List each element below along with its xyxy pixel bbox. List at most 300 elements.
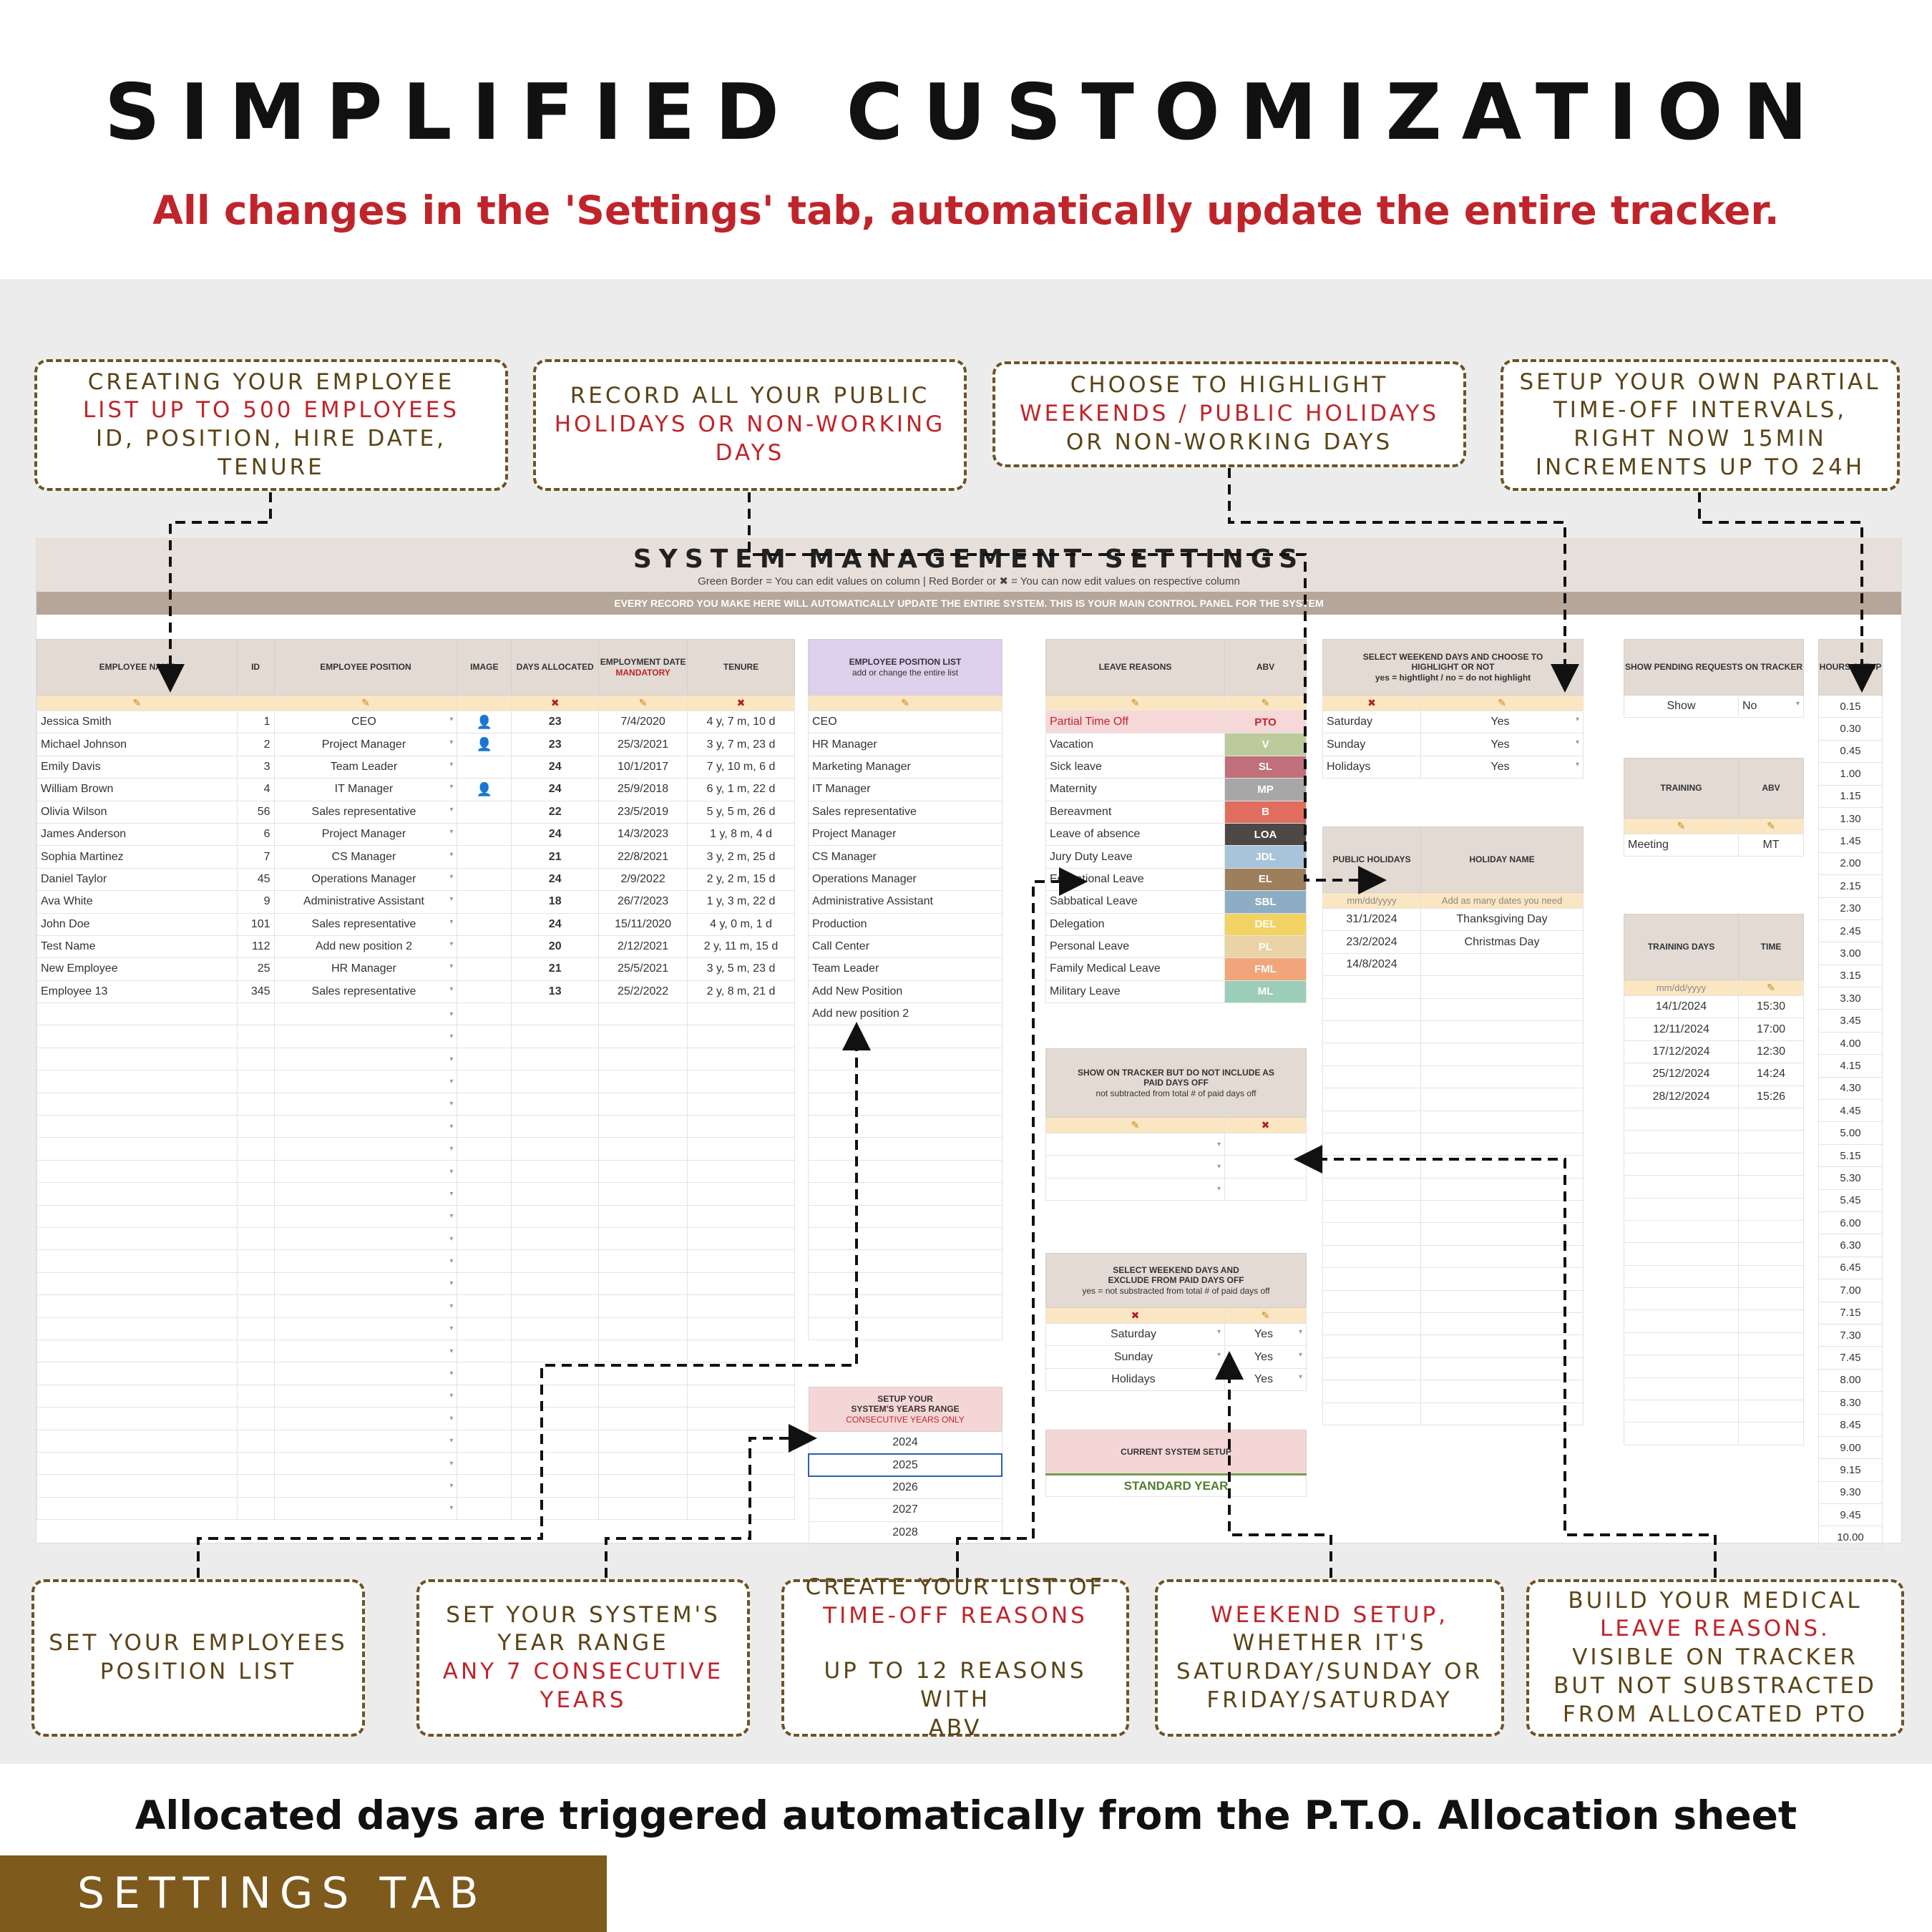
empty-cell[interactable] bbox=[37, 1452, 238, 1474]
empty-cell[interactable] bbox=[274, 1362, 457, 1385]
position-list-item[interactable]: Call Center bbox=[809, 935, 1002, 957]
empty-cell[interactable] bbox=[688, 1003, 795, 1025]
empty-cell[interactable] bbox=[599, 1205, 688, 1227]
empty-cell[interactable] bbox=[1421, 1402, 1584, 1425]
employee-name-cell[interactable]: Jessica Smith bbox=[37, 711, 238, 733]
empty-cell[interactable] bbox=[599, 1452, 688, 1474]
empty-cell[interactable] bbox=[512, 1452, 599, 1474]
empty-cell[interactable] bbox=[688, 1497, 795, 1519]
employee-row[interactable] bbox=[37, 711, 795, 733]
position-row[interactable] bbox=[809, 756, 1002, 778]
empty-cell[interactable] bbox=[274, 1205, 457, 1227]
hours-cell[interactable]: 2.30 bbox=[1819, 897, 1883, 919]
empty-cell[interactable] bbox=[274, 1407, 457, 1430]
employee-id-cell[interactable]: 4 bbox=[237, 779, 274, 801]
leave-row[interactable] bbox=[1046, 756, 1307, 778]
empty-cell[interactable] bbox=[512, 1160, 599, 1182]
hours-row[interactable] bbox=[1819, 1414, 1883, 1436]
hours-cell[interactable]: 9.45 bbox=[1819, 1504, 1883, 1526]
empty-cell[interactable] bbox=[1323, 1156, 1421, 1178]
hours-row[interactable] bbox=[1819, 740, 1883, 762]
training-day-row[interactable] bbox=[1624, 1198, 1804, 1220]
dropdown-icon[interactable]: ▾ bbox=[449, 1010, 454, 1018]
empty-cell[interactable] bbox=[1624, 1355, 1739, 1377]
leave-row[interactable] bbox=[1046, 846, 1307, 868]
empty-cell[interactable] bbox=[688, 1116, 795, 1138]
empty-cell[interactable] bbox=[809, 1272, 1002, 1294]
leave-row[interactable] bbox=[1046, 868, 1307, 890]
empty-cell[interactable] bbox=[237, 1205, 274, 1227]
empty-cell[interactable] bbox=[1421, 1065, 1584, 1088]
employee-id-cell[interactable]: 7 bbox=[237, 846, 274, 868]
dropdown-icon[interactable]: ▾ bbox=[449, 872, 454, 881]
empty-cell[interactable] bbox=[512, 1070, 599, 1093]
year-cell[interactable]: 2025 bbox=[809, 1454, 1002, 1476]
empty-cell[interactable] bbox=[688, 1093, 795, 1115]
empty-cell[interactable] bbox=[457, 1272, 512, 1294]
hours-cell[interactable]: 0.15 bbox=[1819, 696, 1883, 718]
position-row[interactable] bbox=[809, 1003, 1002, 1025]
holiday-row[interactable] bbox=[1323, 1313, 1584, 1335]
hours-row[interactable] bbox=[1819, 1055, 1883, 1077]
dropdown-icon[interactable]: ▾ bbox=[449, 1459, 454, 1468]
position-row[interactable] bbox=[809, 823, 1002, 845]
hours-cell[interactable]: 3.15 bbox=[1819, 965, 1883, 987]
year-cell[interactable]: 2028 bbox=[809, 1521, 1002, 1543]
holiday-row[interactable] bbox=[1323, 909, 1584, 931]
employee-id-cell[interactable]: 2 bbox=[237, 733, 274, 756]
empty-cell[interactable] bbox=[37, 1025, 238, 1048]
empty-cell[interactable] bbox=[274, 1003, 457, 1025]
hours-row[interactable] bbox=[1819, 1144, 1883, 1166]
employee-row[interactable] bbox=[37, 1116, 795, 1138]
empty-cell[interactable] bbox=[688, 1025, 795, 1048]
empty-cell[interactable] bbox=[809, 1317, 1002, 1340]
empty-cell[interactable] bbox=[37, 1227, 238, 1249]
empty-cell[interactable] bbox=[237, 1385, 274, 1407]
empty-cell[interactable] bbox=[1421, 1380, 1584, 1402]
empty-cell[interactable] bbox=[1323, 1245, 1421, 1267]
empty-cell[interactable] bbox=[688, 1250, 795, 1272]
training-day-row[interactable] bbox=[1624, 996, 1804, 1018]
position-list-item[interactable]: CEO bbox=[809, 711, 1002, 733]
empty-cell[interactable] bbox=[237, 1340, 274, 1362]
medical-row[interactable] bbox=[1046, 1133, 1307, 1156]
hours-cell[interactable]: 5.00 bbox=[1819, 1122, 1883, 1144]
highlight-value-cell[interactable] bbox=[1421, 756, 1584, 778]
leave-row[interactable] bbox=[1046, 823, 1307, 845]
empty-cell[interactable] bbox=[274, 1160, 457, 1182]
leave-name-cell[interactable]: Maternity bbox=[1046, 779, 1225, 801]
leave-name-cell[interactable]: Sick leave bbox=[1046, 756, 1225, 778]
empty-cell[interactable] bbox=[1323, 1402, 1421, 1425]
holiday-row[interactable] bbox=[1323, 1178, 1584, 1200]
hours-cell[interactable]: 6.30 bbox=[1819, 1234, 1883, 1257]
dropdown-icon[interactable]: ▾ bbox=[1795, 700, 1800, 708]
empty-cell[interactable] bbox=[457, 1003, 512, 1025]
dropdown-icon[interactable]: ▾ bbox=[449, 985, 454, 993]
empty-cell[interactable] bbox=[512, 1093, 599, 1115]
dropdown-icon[interactable]: ▾ bbox=[449, 1212, 454, 1221]
hours-row[interactable] bbox=[1819, 1302, 1883, 1324]
hours-cell[interactable]: 1.30 bbox=[1819, 807, 1883, 829]
empty-cell[interactable] bbox=[1624, 1423, 1739, 1445]
training-day-row[interactable] bbox=[1624, 1423, 1804, 1445]
empty-cell[interactable] bbox=[1739, 1355, 1804, 1377]
employee-row[interactable] bbox=[37, 1452, 795, 1474]
empty-cell[interactable] bbox=[1624, 1108, 1739, 1130]
holiday-row[interactable] bbox=[1323, 1402, 1584, 1425]
position-row[interactable] bbox=[809, 1295, 1002, 1317]
hours-cell[interactable]: 4.00 bbox=[1819, 1032, 1883, 1054]
empty-cell[interactable] bbox=[457, 1475, 512, 1497]
pending-value[interactable] bbox=[1739, 696, 1804, 718]
training-day-row[interactable] bbox=[1624, 1355, 1804, 1377]
empty-cell[interactable] bbox=[1421, 1245, 1584, 1267]
empty-cell[interactable] bbox=[37, 1138, 238, 1160]
empty-cell[interactable] bbox=[809, 1205, 1002, 1227]
empty-cell[interactable] bbox=[274, 1295, 457, 1317]
leave-row[interactable] bbox=[1046, 958, 1307, 980]
empty-cell[interactable] bbox=[809, 1070, 1002, 1093]
empty-cell[interactable] bbox=[512, 1003, 599, 1025]
hours-row[interactable] bbox=[1819, 1122, 1883, 1144]
dropdown-icon[interactable]: ▾ bbox=[1216, 1140, 1221, 1148]
empty-cell[interactable] bbox=[599, 1048, 688, 1070]
position-list-item[interactable]: Operations Manager bbox=[809, 868, 1002, 890]
training-day-row[interactable] bbox=[1624, 1131, 1804, 1153]
empty-cell[interactable] bbox=[599, 1160, 688, 1182]
empty-cell[interactable] bbox=[237, 1093, 274, 1115]
hours-row[interactable] bbox=[1819, 875, 1883, 897]
employee-position-cell[interactable] bbox=[274, 801, 457, 823]
empty-cell[interactable] bbox=[1624, 1243, 1739, 1265]
empty-cell[interactable] bbox=[37, 1272, 238, 1294]
employee-row[interactable] bbox=[37, 1430, 795, 1452]
empty-cell[interactable] bbox=[237, 1070, 274, 1093]
empty-cell[interactable] bbox=[37, 1385, 238, 1407]
empty-cell[interactable] bbox=[274, 1116, 457, 1138]
holiday-row[interactable] bbox=[1323, 1268, 1584, 1290]
dropdown-icon[interactable]: ▾ bbox=[1216, 1185, 1221, 1194]
empty-cell[interactable] bbox=[1624, 1377, 1739, 1400]
empty-cell[interactable] bbox=[457, 1250, 512, 1272]
holiday-row[interactable] bbox=[1323, 953, 1584, 975]
empty-cell[interactable] bbox=[688, 1183, 795, 1205]
dropdown-icon[interactable]: ▾ bbox=[449, 1370, 454, 1378]
leave-abv-cell[interactable]: ML bbox=[1225, 980, 1307, 1002]
empty-cell[interactable] bbox=[809, 1025, 1002, 1048]
position-row[interactable] bbox=[809, 868, 1002, 890]
employee-position-cell[interactable] bbox=[274, 711, 457, 733]
dropdown-icon[interactable]: ▾ bbox=[449, 1055, 454, 1063]
hours-cell[interactable]: 4.30 bbox=[1819, 1077, 1883, 1099]
employee-row[interactable] bbox=[37, 1362, 795, 1385]
empty-cell[interactable] bbox=[1624, 1400, 1739, 1423]
leave-abv-cell[interactable]: FML bbox=[1225, 958, 1307, 980]
holiday-row[interactable] bbox=[1323, 1335, 1584, 1357]
hours-row[interactable] bbox=[1819, 1347, 1883, 1369]
holiday-row[interactable] bbox=[1323, 1043, 1584, 1065]
leave-name-cell[interactable]: Military Leave bbox=[1046, 980, 1225, 1002]
empty-cell[interactable] bbox=[1421, 1020, 1584, 1043]
hours-cell[interactable]: 6.00 bbox=[1819, 1211, 1883, 1234]
holiday-name-cell[interactable]: Thanksgiving Day bbox=[1421, 909, 1584, 931]
position-row[interactable] bbox=[809, 1093, 1002, 1115]
employee-id-cell[interactable]: 6 bbox=[237, 823, 274, 845]
training-time-cell[interactable]: 15:26 bbox=[1739, 1085, 1804, 1108]
training-day-row[interactable] bbox=[1624, 1377, 1804, 1400]
empty-cell[interactable] bbox=[512, 1340, 599, 1362]
dropdown-icon[interactable]: ▾ bbox=[1298, 1350, 1302, 1359]
training-day-row[interactable] bbox=[1624, 1310, 1804, 1332]
position-row[interactable] bbox=[809, 913, 1002, 935]
hours-cell[interactable]: 5.45 bbox=[1819, 1189, 1883, 1211]
employment-date-cell[interactable]: 25/5/2021 bbox=[599, 958, 688, 980]
hours-row[interactable] bbox=[1819, 1392, 1883, 1414]
empty-cell[interactable] bbox=[457, 1093, 512, 1115]
training-day-row[interactable] bbox=[1624, 1108, 1804, 1130]
employee-row[interactable] bbox=[37, 1160, 795, 1182]
dropdown-icon[interactable]: ▾ bbox=[449, 1302, 454, 1310]
holiday-row[interactable] bbox=[1323, 1380, 1584, 1402]
employee-position-cell[interactable] bbox=[274, 846, 457, 868]
employee-row[interactable] bbox=[37, 1093, 795, 1115]
employment-date-cell[interactable]: 26/7/2023 bbox=[599, 891, 688, 913]
hours-cell[interactable]: 6.45 bbox=[1819, 1257, 1883, 1279]
hours-row[interactable] bbox=[1819, 1459, 1883, 1481]
leave-row[interactable] bbox=[1046, 891, 1307, 913]
empty-cell[interactable] bbox=[1323, 1043, 1421, 1065]
empty-cell[interactable] bbox=[237, 1317, 274, 1340]
hours-row[interactable] bbox=[1819, 696, 1883, 718]
dropdown-icon[interactable]: ▾ bbox=[1216, 1163, 1221, 1171]
hours-row[interactable] bbox=[1819, 1010, 1883, 1032]
weekend-exclude-row[interactable] bbox=[1046, 1324, 1307, 1346]
leave-name-cell[interactable]: Jury Duty Leave bbox=[1046, 846, 1225, 868]
holiday-row[interactable] bbox=[1323, 1290, 1584, 1312]
empty-cell[interactable] bbox=[688, 1385, 795, 1407]
empty-cell[interactable] bbox=[274, 1317, 457, 1340]
employee-row[interactable] bbox=[37, 1340, 795, 1362]
position-list-item[interactable]: Production bbox=[809, 913, 1002, 935]
empty-cell[interactable] bbox=[1421, 1313, 1584, 1335]
weekend-value-cell[interactable] bbox=[1225, 1368, 1307, 1390]
employee-id-cell[interactable]: 101 bbox=[237, 913, 274, 935]
dropdown-icon[interactable]: ▾ bbox=[1575, 738, 1579, 746]
employee-row[interactable] bbox=[37, 1205, 795, 1227]
empty-cell[interactable] bbox=[809, 1138, 1002, 1160]
training-date-cell[interactable]: 12/11/2024 bbox=[1624, 1018, 1739, 1040]
empty-cell[interactable] bbox=[1624, 1310, 1739, 1332]
hours-row[interactable] bbox=[1819, 897, 1883, 919]
empty-cell[interactable] bbox=[37, 1093, 238, 1115]
employment-date-cell[interactable]: 2/12/2021 bbox=[599, 935, 688, 957]
holiday-row[interactable] bbox=[1323, 1133, 1584, 1155]
empty-cell[interactable] bbox=[688, 1295, 795, 1317]
employee-row[interactable] bbox=[37, 846, 795, 868]
empty-cell[interactable] bbox=[688, 1160, 795, 1182]
empty-cell[interactable] bbox=[599, 1407, 688, 1430]
dropdown-icon[interactable]: ▾ bbox=[1575, 760, 1579, 769]
employee-position-cell[interactable] bbox=[274, 733, 457, 756]
empty-cell[interactable] bbox=[1323, 1201, 1421, 1223]
hours-row[interactable] bbox=[1819, 807, 1883, 829]
employee-row[interactable] bbox=[37, 823, 795, 845]
leave-row[interactable] bbox=[1046, 779, 1307, 801]
medical-cell[interactable] bbox=[1046, 1178, 1225, 1200]
training-day-row[interactable] bbox=[1624, 1332, 1804, 1355]
employee-name-cell[interactable]: Ava White bbox=[37, 891, 238, 913]
empty-cell[interactable] bbox=[1421, 1178, 1584, 1200]
employee-id-cell[interactable]: 56 bbox=[237, 801, 274, 823]
training-day-row[interactable] bbox=[1624, 1153, 1804, 1175]
empty-cell[interactable] bbox=[512, 1183, 599, 1205]
empty-cell[interactable] bbox=[37, 1475, 238, 1497]
empty-cell[interactable] bbox=[599, 1183, 688, 1205]
empty-cell[interactable] bbox=[1624, 1265, 1739, 1287]
empty-cell[interactable] bbox=[1739, 1332, 1804, 1355]
year-row[interactable] bbox=[809, 1476, 1002, 1498]
empty-cell[interactable] bbox=[274, 1340, 457, 1362]
dropdown-icon[interactable]: ▾ bbox=[449, 917, 454, 926]
holiday-row[interactable] bbox=[1323, 931, 1584, 953]
employment-date-cell[interactable]: 25/2/2022 bbox=[599, 980, 688, 1002]
hours-row[interactable] bbox=[1819, 1504, 1883, 1526]
training-date-cell[interactable]: 17/12/2024 bbox=[1624, 1040, 1739, 1063]
dropdown-icon[interactable]: ▾ bbox=[449, 1504, 454, 1513]
empty-cell[interactable] bbox=[599, 1272, 688, 1294]
position-list-item[interactable]: Add New Position bbox=[809, 980, 1002, 1002]
empty-cell[interactable] bbox=[1421, 1201, 1584, 1223]
hours-cell[interactable]: 10.00 bbox=[1819, 1526, 1883, 1548]
employee-row[interactable] bbox=[37, 1475, 795, 1497]
hours-row[interactable] bbox=[1819, 785, 1883, 807]
holiday-row[interactable] bbox=[1323, 1357, 1584, 1380]
empty-cell[interactable] bbox=[512, 1250, 599, 1272]
training-date-cell[interactable]: 28/12/2024 bbox=[1624, 1085, 1739, 1108]
empty-cell[interactable] bbox=[1421, 1111, 1584, 1133]
empty-cell[interactable] bbox=[1323, 1065, 1421, 1088]
empty-cell[interactable] bbox=[274, 1093, 457, 1115]
empty-cell[interactable] bbox=[1323, 1133, 1421, 1155]
position-list-item[interactable]: IT Manager bbox=[809, 779, 1002, 801]
empty-cell[interactable] bbox=[688, 1048, 795, 1070]
leave-abv-cell[interactable]: SL bbox=[1225, 756, 1307, 778]
hours-cell[interactable]: 9.15 bbox=[1819, 1459, 1883, 1481]
empty-cell[interactable] bbox=[457, 1497, 512, 1519]
training-day-row[interactable] bbox=[1624, 1085, 1804, 1108]
employment-date-cell[interactable]: 7/4/2020 bbox=[599, 711, 688, 733]
leave-name-cell[interactable]: Vacation bbox=[1046, 733, 1225, 756]
leave-abv-cell[interactable]: PTO bbox=[1225, 711, 1307, 733]
employee-row[interactable] bbox=[37, 1250, 795, 1272]
medical-cell[interactable] bbox=[1046, 1156, 1225, 1178]
employee-row[interactable] bbox=[37, 1407, 795, 1430]
medical-row[interactable] bbox=[1046, 1156, 1307, 1178]
employee-name-cell[interactable]: William Brown bbox=[37, 779, 238, 801]
leave-abv-cell[interactable]: JDL bbox=[1225, 846, 1307, 868]
empty-cell[interactable] bbox=[274, 1138, 457, 1160]
holiday-row[interactable] bbox=[1323, 1088, 1584, 1111]
leave-abv-cell[interactable]: EL bbox=[1225, 868, 1307, 890]
position-row[interactable] bbox=[809, 779, 1002, 801]
employee-row[interactable] bbox=[37, 1385, 795, 1407]
medical-cell[interactable] bbox=[1046, 1133, 1225, 1156]
empty-cell[interactable] bbox=[274, 1475, 457, 1497]
empty-cell[interactable] bbox=[237, 1138, 274, 1160]
dropdown-icon[interactable]: ▾ bbox=[449, 1257, 454, 1266]
empty-cell[interactable] bbox=[1421, 1335, 1584, 1357]
employee-name-cell[interactable]: Test Name bbox=[37, 935, 238, 957]
employee-row[interactable] bbox=[37, 1272, 795, 1294]
holiday-row[interactable] bbox=[1323, 1245, 1584, 1267]
empty-cell[interactable] bbox=[237, 1430, 274, 1452]
employee-name-cell[interactable]: Emily Davis bbox=[37, 756, 238, 778]
empty-cell[interactable] bbox=[1624, 1332, 1739, 1355]
employee-name-cell[interactable]: New Employee bbox=[37, 958, 238, 980]
empty-cell[interactable] bbox=[1624, 1198, 1739, 1220]
empty-cell[interactable] bbox=[457, 1340, 512, 1362]
empty-cell[interactable] bbox=[599, 1362, 688, 1385]
empty-cell[interactable] bbox=[688, 1340, 795, 1362]
dropdown-icon[interactable]: ▾ bbox=[1216, 1350, 1221, 1359]
position-row[interactable] bbox=[809, 1116, 1002, 1138]
empty-cell[interactable] bbox=[1624, 1288, 1739, 1310]
hours-row[interactable] bbox=[1819, 852, 1883, 874]
leave-row[interactable] bbox=[1046, 913, 1307, 935]
empty-cell[interactable] bbox=[809, 1048, 1002, 1070]
empty-cell[interactable] bbox=[809, 1116, 1002, 1138]
empty-cell[interactable] bbox=[237, 1272, 274, 1294]
holiday-row[interactable] bbox=[1323, 1065, 1584, 1088]
medical-row[interactable] bbox=[1046, 1178, 1307, 1200]
employee-row[interactable] bbox=[37, 1317, 795, 1340]
empty-cell[interactable] bbox=[599, 1295, 688, 1317]
dropdown-icon[interactable]: ▾ bbox=[449, 716, 454, 724]
leave-abv-cell[interactable]: SBL bbox=[1225, 891, 1307, 913]
employee-name-cell[interactable]: Olivia Wilson bbox=[37, 801, 238, 823]
employee-row[interactable] bbox=[37, 1295, 795, 1317]
dropdown-icon[interactable]: ▾ bbox=[449, 1392, 454, 1400]
hours-cell[interactable]: 2.45 bbox=[1819, 919, 1883, 942]
empty-cell[interactable] bbox=[1323, 1335, 1421, 1357]
hours-row[interactable] bbox=[1819, 1077, 1883, 1099]
training-day-row[interactable] bbox=[1624, 1220, 1804, 1242]
empty-cell[interactable] bbox=[599, 1093, 688, 1115]
empty-cell[interactable] bbox=[512, 1116, 599, 1138]
dropdown-icon[interactable]: ▾ bbox=[449, 783, 454, 791]
dropdown-icon[interactable]: ▾ bbox=[1298, 1328, 1302, 1337]
empty-cell[interactable] bbox=[512, 1025, 599, 1048]
empty-cell[interactable] bbox=[512, 1205, 599, 1227]
position-row[interactable] bbox=[809, 1205, 1002, 1227]
position-row[interactable] bbox=[809, 935, 1002, 957]
position-row[interactable] bbox=[809, 1227, 1002, 1249]
position-row[interactable] bbox=[809, 1070, 1002, 1093]
weekend-value-cell[interactable] bbox=[1225, 1324, 1307, 1346]
employee-name-cell[interactable]: Sophia Martinez bbox=[37, 846, 238, 868]
empty-cell[interactable] bbox=[809, 1160, 1002, 1182]
training-day-row[interactable] bbox=[1624, 1265, 1804, 1287]
position-row[interactable] bbox=[809, 846, 1002, 868]
empty-cell[interactable] bbox=[37, 1340, 238, 1362]
employee-row[interactable] bbox=[37, 779, 795, 801]
empty-cell[interactable] bbox=[37, 1362, 238, 1385]
empty-cell[interactable] bbox=[1323, 976, 1421, 998]
holiday-name-cell[interactable]: Christmas Day bbox=[1421, 931, 1584, 953]
empty-cell[interactable] bbox=[37, 1116, 238, 1138]
